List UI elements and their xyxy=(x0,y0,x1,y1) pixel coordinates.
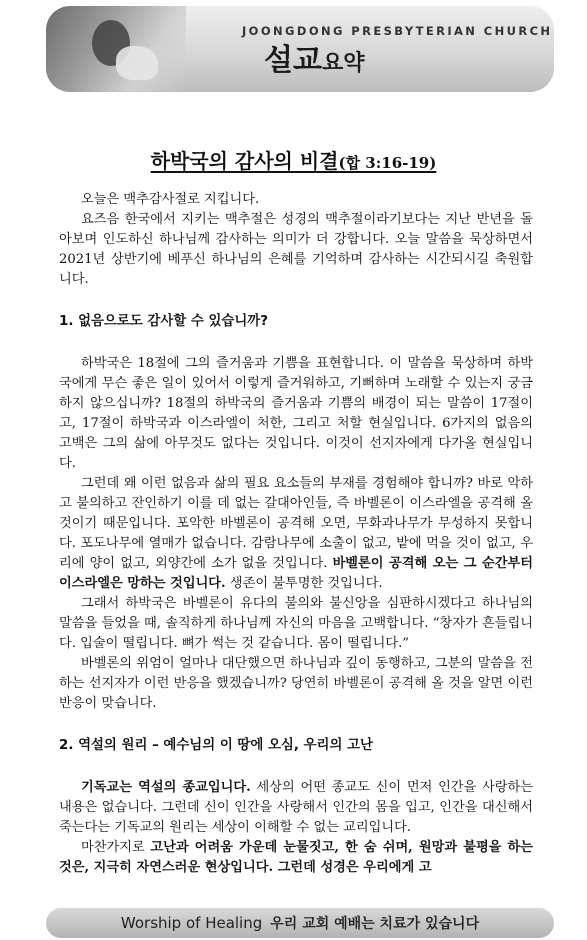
sermon-summary-logo xyxy=(264,43,365,78)
section-2-p2-text-a: 마찬가지로 xyxy=(81,840,151,855)
scripture-reference: (합 3:16-19) xyxy=(338,154,437,172)
logo-small-text: 요약 xyxy=(321,51,365,76)
section-1-p2-text-c: 생존이 불투명한 것입니다. xyxy=(225,576,383,591)
sermon-title-main: 하박국의 감사의 비결 xyxy=(150,149,339,173)
spacer xyxy=(59,756,533,778)
church-name: JOONGDONG PRESBYTERIAN CHURCH xyxy=(242,24,553,38)
logo-big-text: 설교 xyxy=(264,43,322,78)
photo-hands-shape xyxy=(116,46,158,80)
spacer xyxy=(59,714,533,736)
section-1-paragraph-2 xyxy=(59,474,533,594)
section-2-paragraph-2 xyxy=(59,838,533,878)
sermon-title xyxy=(0,145,587,174)
section-2-heading: 2. 역설의 원리 – 예수님의 이 땅에 오심, 우리의 고난 xyxy=(59,738,373,753)
spacer xyxy=(59,332,533,354)
praying-person-photo xyxy=(46,6,186,92)
footer-english-text: Worship of Healing xyxy=(120,914,263,932)
section-2-p2-bold: 고난과 어려움 가운데 눈물짓고, 한 숨 쉬며, 원망과 불평을 하는 것은, 지극히 자연스러운 현상입니다. 그런데 성경은 우리에게 고 xyxy=(59,840,533,875)
header-banner xyxy=(46,6,554,92)
footer-korean-text: 우리 교회 예배는 치료가 있습니다 xyxy=(270,916,480,932)
section-1-p2-text-a: 그런데 왜 이런 없음과 삶의 필요 요소들의 부재를 경험해야 합니까? 바로 악하고 불의하고 잔인하기 이를 데 없는 갈대아인들, 즉 바벨론이 이스라엘을 공격해 올 것이기 때문입니다. 포악한 바벨론이 공격해 오면, 무화과나무가 무성하지 못합니다. 포도나무에 열매가 없습니다. 감람나무에 소출이 없고, 밭에 먹을 것이 없고, 우리에 양이 없고, 외양간에 소가 없을 것입니다. xyxy=(59,476,533,571)
section-1-paragraph-4: 바벨론의 위엄이 얼마나 대단했으면 하나님과 깊이 동행하고, 그분의 말씀을 전하는 선지자가 이런 반응을 했겠습니까? 당연히 바벨론이 공격해 올 것을 알면 이런 반응이 맞습니다. xyxy=(59,656,533,711)
section-2-p1-bold: 기독교는 역설의 종교입니다. xyxy=(81,780,251,795)
section-2-paragraph-1 xyxy=(59,778,533,838)
sermon-body xyxy=(59,190,533,878)
intro-paragraph-2: 요즈음 한국에서 지키는 맥추절은 성경의 맥추절이라기보다는 지난 반년을 돌아보며 인도하신 하나님께 감사하는 의미가 더 강합니다. 오늘 말씀을 묵상하면서 2021년 상반기에 베푸신 하나님의 은혜를 기억하며 감사하는 시간되시길 축원합니다. xyxy=(59,212,533,287)
intro-paragraph-1: 오늘은 맥추감사절로 지킵니다. xyxy=(81,192,260,207)
section-1-paragraph-1: 하박국은 18절에 그의 즐거움과 기쁨을 표현합니다. 이 말씀을 묵상하며 하박국에게 무슨 좋은 일이 있어서 이렇게 즐거워하고, 기뻐하며 노래할 수 있는지 궁금하지 않으십니까? 18절의 하박국의 즐거움과 기쁨의 배경이 되는 말씀이 17절이고, 17절이 하박국과 이스라엘이 처한, 그리고 처할 현실입니다. 6가지의 없음의 고백은 그의 삶에 아무것도 없다는 것입니다. 이것이 선지자에게 다가올 현실입니다. xyxy=(59,356,533,471)
footer-banner xyxy=(46,908,554,938)
section-1-heading: 1. 없음으로도 감사할 수 있습니까? xyxy=(59,314,268,329)
section-2-p1-rest: 세상의 어떤 종교도 신이 먼저 인간을 사랑하는 내용은 없습니다. 그런데 신이 인간을 사랑해서 인간의 몸을 입고, 인간을 대신해서 죽는다는 기독교의 원리는 세상이 이해할 수 없는 교리입니다. xyxy=(59,780,533,835)
section-1-paragraph-3: 그래서 하박국은 바벨론이 유다의 불의와 불신앙을 심판하시겠다고 하나님의 말씀을 들었을 때, 솔직하게 하나님께 자신의 마음을 고백합니다. “창자가 흔들립니다. 입술이 떨립니다. 뼈가 썩는 것 같습니다. 몸이 떨립니다.” xyxy=(59,596,533,651)
spacer xyxy=(59,290,533,312)
section-1-p2-bold: 바벨론이 공격해 오는 그 순간부터 이스라엘은 망하는 것입니다. xyxy=(59,556,534,591)
